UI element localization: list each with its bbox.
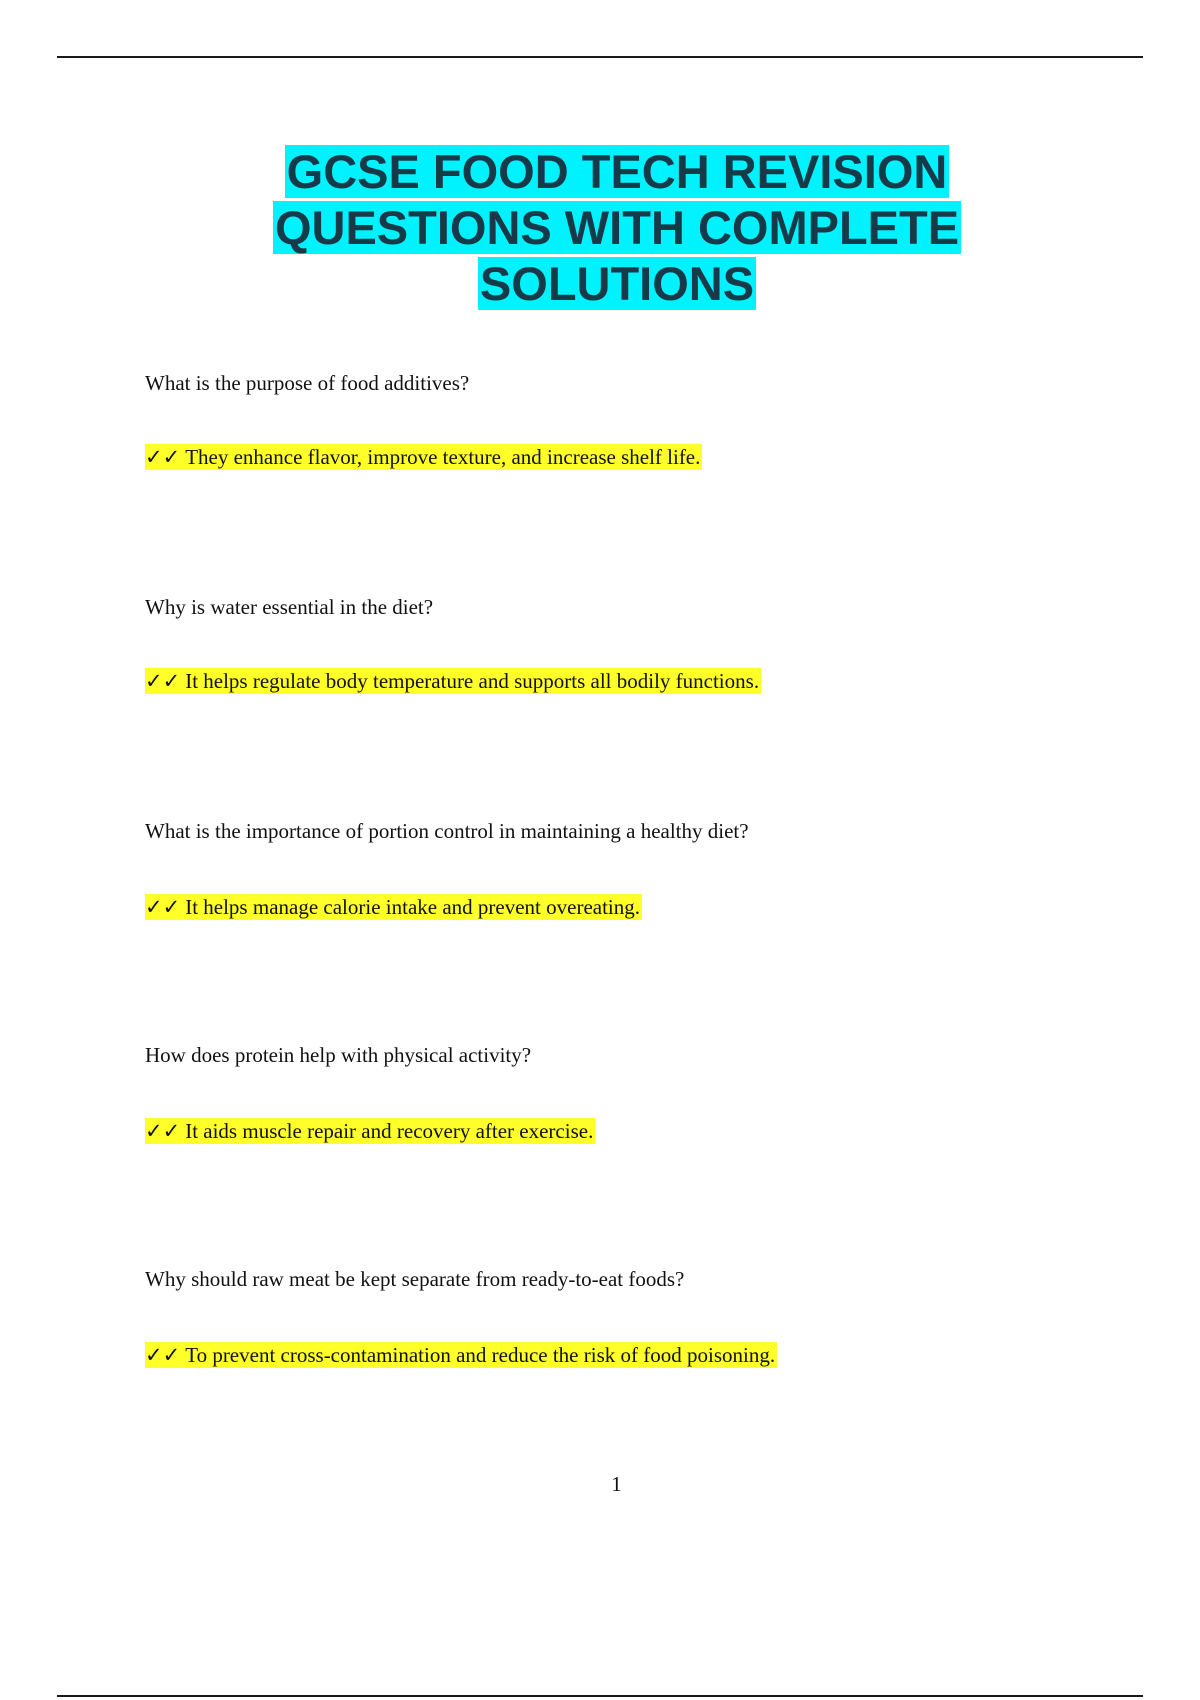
title-block xyxy=(180,144,1054,312)
title-line: QUESTIONS WITH COMPLETE xyxy=(274,201,960,254)
question-text: What is the purpose of food additives? xyxy=(145,371,470,395)
footer-rule xyxy=(57,1695,1143,1697)
qa-item xyxy=(145,1042,1145,1143)
qa-item xyxy=(145,818,1145,919)
answer-text: It aids muscle repair and recovery after exercise. xyxy=(185,1119,594,1143)
double-check-icon: ✓✓ xyxy=(145,669,181,693)
question-text: Why should raw meat be kept separate from ready-to-eat foods? xyxy=(145,1267,685,1291)
question-text: How does protein help with physical activity? xyxy=(145,1043,532,1067)
answer-highlight xyxy=(145,444,702,470)
answer-text: To prevent cross-contamination and reduce the risk of food poisoning. xyxy=(185,1343,776,1367)
answer-highlight xyxy=(145,894,642,920)
header-rule xyxy=(57,56,1143,58)
answer-highlight xyxy=(145,1118,595,1144)
answer-text: It helps regulate body temperature and supports all bodily functions. xyxy=(185,669,760,693)
qa-item xyxy=(145,594,1145,693)
qa-item xyxy=(145,370,1145,469)
answer-highlight xyxy=(145,668,761,694)
document-title xyxy=(180,144,1054,312)
double-check-icon: ✓✓ xyxy=(145,445,181,469)
double-check-icon: ✓✓ xyxy=(145,1119,181,1143)
answer-text: It helps manage calorie intake and prevent overeating. xyxy=(185,895,641,919)
double-check-icon: ✓✓ xyxy=(145,895,181,919)
question-text: Why is water essential in the diet? xyxy=(145,595,434,619)
answer-text: They enhance flavor, improve texture, and increase shelf life. xyxy=(185,445,701,469)
qa-item xyxy=(145,1266,1145,1367)
title-line: GCSE FOOD TECH REVISION xyxy=(286,145,948,198)
answer-highlight xyxy=(145,1342,777,1368)
title-line: SOLUTIONS xyxy=(479,257,755,310)
page-number: 1 xyxy=(611,1472,622,1496)
question-text: What is the importance of portion control in maintaining a healthy diet? xyxy=(145,819,749,843)
double-check-icon: ✓✓ xyxy=(145,1343,181,1367)
